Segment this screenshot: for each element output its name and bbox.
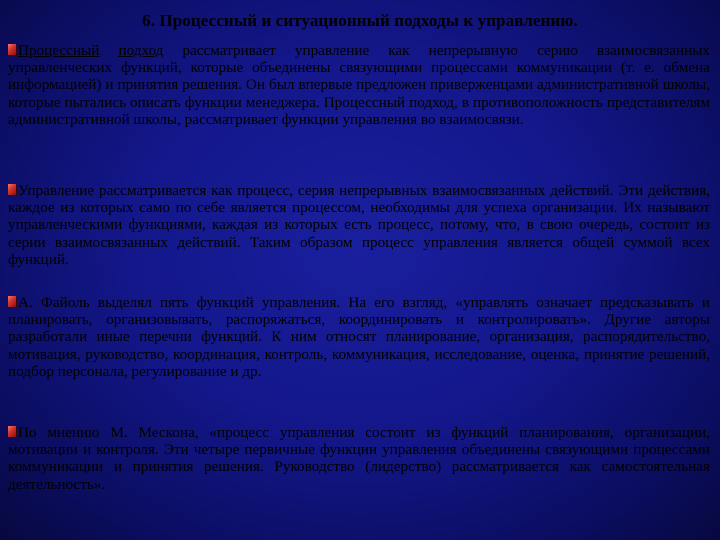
term-process: Процессный: [18, 42, 100, 59]
paragraph-process-approach: [8, 42, 710, 128]
term-approach: подход: [118, 42, 164, 59]
square-bullet-icon: [8, 184, 16, 195]
paragraph-text: По мнению М. Мескона, «процесс управления состоит из функций планирования, организации, мотивации и контроля. Эти четыре первичные функции управления объединены связующими процессами коммуникации и принятия решения. Руководство (лидерство) рассматривается как самостоятельная деятельность».: [8, 424, 710, 493]
paragraph-fayol: [8, 294, 710, 380]
paragraph-text: рассматривает управление как непрерывную серию взаимосвязанных управленческих функций, которые объединены связующими процессами коммуникации (т. е. обмена информацией) и принятия решения. Он был впервые предложен приверженцами административной школы, которые пытались описать функции менеджера. Процессный подход, в противоположность представителям административной школы, рассматривает функции управления во взаимосвязи.: [8, 42, 711, 128]
square-bullet-icon: [8, 44, 16, 55]
paragraph-management-process: [8, 182, 710, 268]
slide-title: 6. Процессный и ситуационный подходы к управлению.: [142, 11, 578, 30]
paragraph-meskon: [8, 424, 710, 493]
paragraph-text: Управление рассматривается как процесс, серия непрерывных взаимосвязанных действий. Эти действия, каждое из которых само по себе является процессом, необходимы для успеха организации. Их называют управленческими функциями, каждая из которых есть процесс, потому, что, в свою очередь, состоит из серии взаимосвязанных действий. Таким образом процесс управления является общей суммой всех функций.: [8, 182, 710, 268]
paragraph-text: А. Файоль выделял пять функций управления. На его взгляд, «управлять означает предсказывать и планировать, организовывать, распоряжаться, координировать и контролировать». Другие авторы разработали иные перечни функций. К ним относят планирование, организация, распорядительство, мотивация, руководство, координация, контроль, коммуникация, исследование, оценка, принятие решений, подбор персонала, регулирование и др.: [8, 294, 710, 380]
square-bullet-icon: [8, 426, 16, 437]
square-bullet-icon: [8, 296, 16, 307]
